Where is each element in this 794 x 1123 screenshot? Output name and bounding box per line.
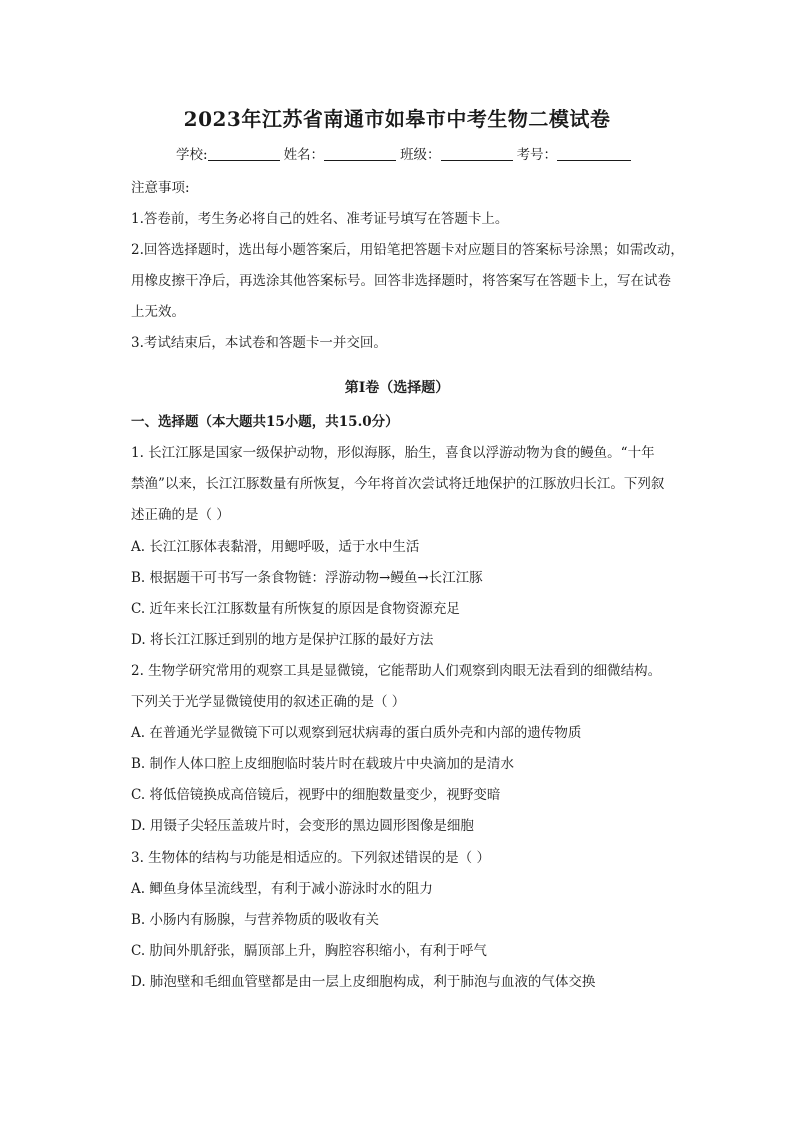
notice-item-2-line-2: 用橡皮擦干净后，再选涂其他答案标号。回答非选择题时，将答案写在答题卡上，写在试卷 xyxy=(131,273,671,289)
question-3-option-b: B. 小肠内有肠腺，与营养物质的吸收有关 xyxy=(131,912,380,928)
question-2-stem-line-1: 2. 生物学研究常用的观察工具是显微镜，它能帮助人们观察到肉眼无法看到的细微结构。 xyxy=(131,663,662,679)
notice-item-1: 1.答卷前，考生务必将自己的姓名、准考证号填写在答题卡上。 xyxy=(131,211,509,227)
class-blank xyxy=(441,146,513,161)
question-2-stem-line-2: 下列关于光学显微镜使用的叙述正确的是（ ） xyxy=(131,694,406,710)
exam-number-label: 考号： xyxy=(516,147,558,163)
name-blank xyxy=(324,146,396,161)
question-1-stem-line-3: 述正确的是（ ） xyxy=(131,507,230,523)
question-1-stem-line-1: 1. 长江江豚是国家一级保护动物，形似海豚，胎生，喜食以浮游动物为食的鳗鱼。“十年 xyxy=(131,445,655,461)
notice-item-3: 3.考试结束后，本试卷和答题卡一并交回。 xyxy=(131,335,387,351)
question-1-option-c: C. 近年来长江江豚数量有所恢复的原因是食物资源充足 xyxy=(131,601,460,617)
school-label: 学校: xyxy=(176,147,208,163)
question-3-option-d: D. 肺泡壁和毛细血管壁都是由一层上皮细胞构成，利于肺泡与血液的气体交换 xyxy=(131,974,596,990)
section-title: 第I卷（选择题） xyxy=(344,380,450,396)
question-1-option-b: B. 根据题干可书写一条食物链：浮游动物→鳗鱼→长江江豚 xyxy=(131,570,483,586)
class-label: 班级： xyxy=(400,147,441,163)
question-1-option-a: A. 长江江豚体表黏滑，用鳃呼吸，适于水中生活 xyxy=(131,539,420,555)
question-2-option-b: B. 制作人体口腔上皮细胞临时装片时在载玻片中央滴加的是清水 xyxy=(131,756,515,772)
section-part-heading: 一、选择题（本大题共15小题，共15.0分） xyxy=(131,414,399,430)
exam-number-blank xyxy=(557,146,631,161)
question-3-stem-line-1: 3. 生物体的结构与功能是相适应的。下列叙述错误的是（ ） xyxy=(131,850,490,866)
notice-item-2-line-1: 2.回答选择题时，选出每小题答案后，用铅笔把答题卡对应题目的答案标号涂黑；如需改动， xyxy=(131,242,684,258)
notice-heading: 注意事项: xyxy=(131,180,190,196)
question-2-option-c: C. 将低倍镜换成高倍镜后，视野中的细胞数量变少，视野变暗 xyxy=(131,787,501,803)
question-1-stem-line-2: 禁渔”以来，长江江豚数量有所恢复，今年将首次尝试将迁地保护的江豚放归长江。下列叙 xyxy=(131,476,665,492)
notice-item-2-line-3: 上无效。 xyxy=(131,304,185,320)
student-info-row xyxy=(176,143,635,163)
question-2-option-a: A. 在普通光学显微镜下可以观察到冠状病毒的蛋白质外壳和内部的遗传物质 xyxy=(131,725,582,741)
school-blank xyxy=(208,146,280,161)
question-3-option-a: A. 鲫鱼身体呈流线型，有利于减小游泳时水的阻力 xyxy=(131,881,433,897)
name-label: 姓名： xyxy=(283,147,325,163)
page-title: 2023年江苏省南通市如皋市中考生物二模试卷 xyxy=(183,107,611,131)
question-1-option-d: D. 将长江江豚迁到别的地方是保护江豚的最好方法 xyxy=(131,632,434,648)
question-3-option-c: C. 肋间外肌舒张，膈顶部上升，胸腔容积缩小，有利于呼气 xyxy=(131,943,487,959)
question-2-option-d: D. 用镊子尖轻压盖玻片时，会变形的黑边圆形图像是细胞 xyxy=(131,818,474,834)
